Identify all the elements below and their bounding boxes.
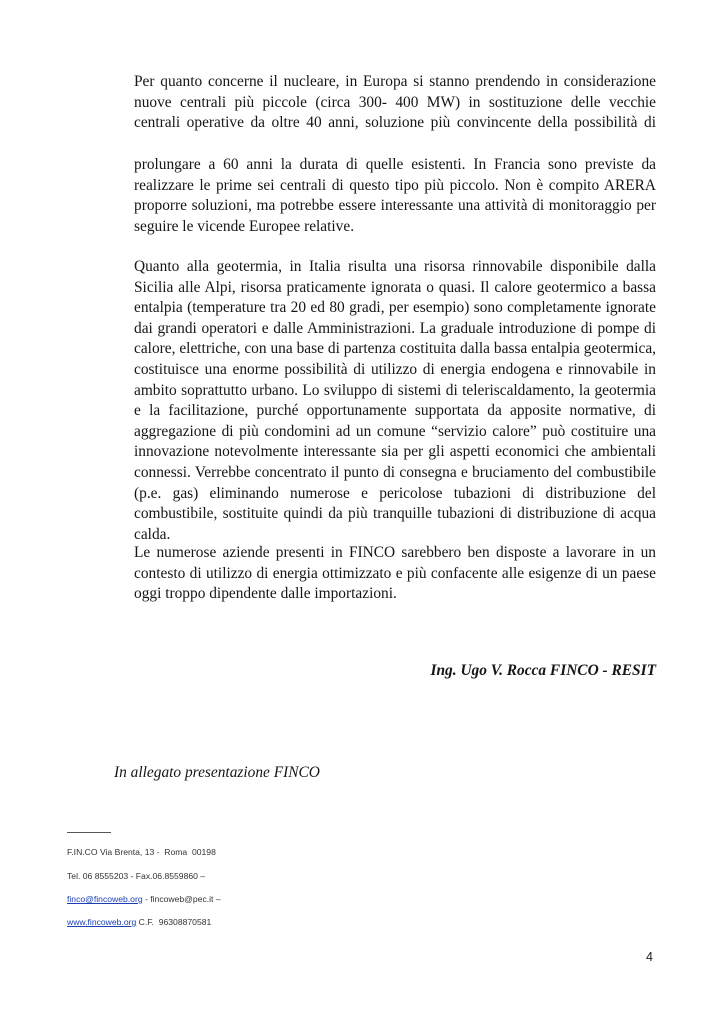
footer-web-line <box>67 917 211 927</box>
footer-email-rest: - fincoweb@pec.it – <box>142 894 221 904</box>
footer-phone: Tel. 06 8555203 - Fax.06.8559860 – <box>67 871 206 881</box>
paragraph-nuclear: Per quanto concerne il nucleare, in Europa si stanno prendendo in considerazione nuove centrali più piccole (circa 300- 400 MW) in sostituzione delle vecchie centrali operative da oltre 40 anni, soluzione più convincente della possibilità di <box>134 73 656 132</box>
paragraph-finco-companies: Le numerose aziende presenti in FINCO sarebbero ben disposte a lavorare in un contesto di utilizzo di energia ottimizzato e più confacente alle esigenze di un paese oggi troppo dipendente dalle importazioni. <box>134 544 656 603</box>
footer-email-link[interactable]: finco@fincoweb.org <box>67 894 143 904</box>
footer-divider <box>67 832 111 833</box>
attachment-note: In allegato presentazione FINCO <box>114 764 320 781</box>
page-number: 4 <box>646 950 653 964</box>
footer-email-line <box>67 894 221 904</box>
footer-website-link[interactable]: www.fincoweb.org <box>67 917 137 927</box>
footer-address: F.IN.CO Via Brenta, 13 - Roma 00198 <box>67 847 216 857</box>
signature: Ing. Ugo V. Rocca FINCO - RESIT <box>430 662 656 679</box>
paragraph-nuclear-continued: prolungare a 60 anni la durata di quelle esistenti. In Francia sono previste da realizzare le prime sei centrali di questo tipo più piccolo. Non è compito ARERA proporre soluzioni, ma potrebbe essere interessante una attività di monitoraggio per seguire le vicende Europee relative. <box>134 156 656 235</box>
footer-tax-code: C.F. 96308870581 <box>136 917 212 927</box>
paragraph-geothermal: Quanto alla geotermia, in Italia risulta una risorsa rinnovabile disponibile dalla Sicilia alle Alpi, risorsa praticamente ignorata o quasi. Il calore geotermico a bassa entalpia (temperature tra 20 ed 80 gradi, per esempio) sono completamente ignorate dai grandi operatori e dalle Amministrazioni. La graduale introduzione di pompe di calore, elettriche, con una base di partenza costituita dalla bassa entalpia geotermica, costituisce una enorme possibilità di utilizzo di energia endogena e rinnovabile in ambito soprattutto urbano. Lo sviluppo di sistemi di teleriscaldamento, la geotermia e la facilitazione, purché opportunamente supportata da apposite normative, di aggregazione di più condomini ad un comune “servizio calore” può costituire una innovazione notevolmente interessante sia per gli aspetti economici che ambientali connessi. Verrebbe concentrato il punto di consegna e bruciamento del combustibile (p.e. gas) eliminando numerose e pericolose tubazioni di distribuzione del combustibile, sostituite quindi da più tranquille tubazioni di distribuzione di acqua calda. <box>134 258 656 543</box>
